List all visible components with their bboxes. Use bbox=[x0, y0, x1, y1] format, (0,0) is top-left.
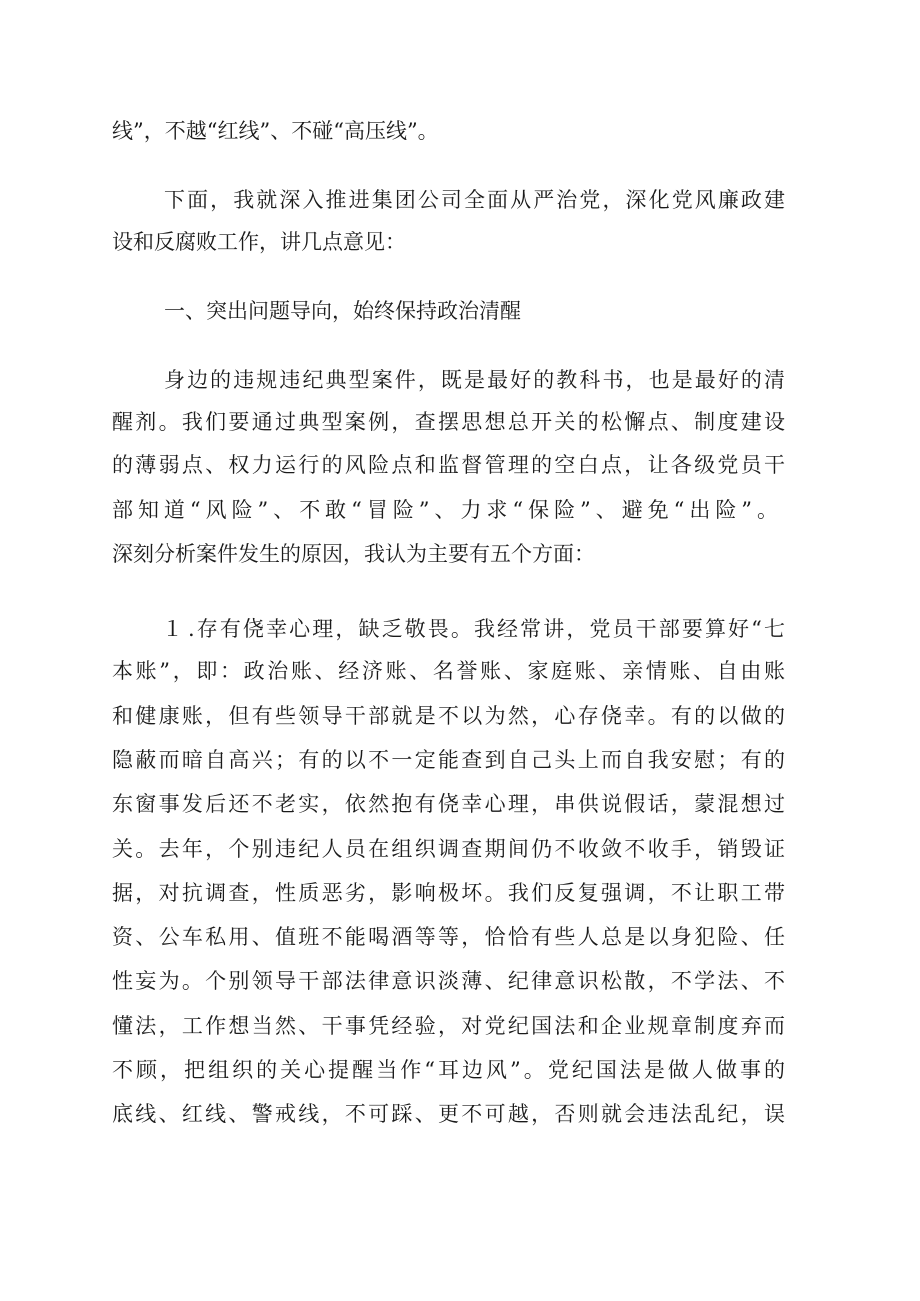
text-segment: 线”，不越“红线”、不碰“高压线”。 bbox=[112, 119, 439, 143]
text-line bbox=[0, 360, 920, 400]
text-line bbox=[0, 402, 920, 442]
text-segment: 一、突出问题导向，始终保持政治清醒 bbox=[164, 299, 521, 323]
text-segment: 深刻分析案件发生的原因，我认为主要有五个方面： bbox=[112, 542, 595, 566]
text-line bbox=[0, 445, 920, 485]
list-number: １ bbox=[162, 617, 183, 641]
text-line bbox=[0, 180, 920, 220]
text-line bbox=[0, 1050, 920, 1090]
text-segment: 部知道“风险”、不敢“冒险”、力求“保险”、避免“出险”。 bbox=[112, 498, 778, 522]
text-line bbox=[0, 696, 920, 736]
text-segment: 懂法，工作想当然、干事凭经验，对党纪国法和企业规章制度弃而 bbox=[112, 1014, 785, 1038]
text-line bbox=[0, 1006, 920, 1046]
text-line bbox=[0, 222, 920, 262]
text-line bbox=[0, 740, 920, 780]
text-line bbox=[0, 651, 920, 691]
text-line bbox=[0, 917, 920, 957]
text-segment: 据，对抗调查，性质恶劣，影响极坏。我们反复强调，不让职工带 bbox=[112, 881, 785, 905]
text-segment: 的薄弱点、权力运行的风险点和监督管理的空白点，让各级党员干 bbox=[112, 453, 785, 477]
text-segment: 下面，我就深入推进集团公司全面从严治党，深化党风廉政建 bbox=[164, 188, 785, 212]
text-segment: 本账”，即：政治账、经济账、名誉账、家庭账、亲情账、自由账 bbox=[112, 659, 785, 683]
text-line bbox=[0, 111, 920, 151]
text-segment: 性妄为。个别领导干部法律意识淡薄、纪律意识松散，不学法、不 bbox=[112, 969, 785, 993]
text-segment: 不顾，把组织的关心提醒当作“耳边风”。党纪国法是做人做事的 bbox=[112, 1058, 785, 1082]
text-segment: 资、公车私用、值班不能喝酒等等，恰恰有些人总是以身犯险、任 bbox=[112, 925, 785, 949]
text-line bbox=[0, 534, 920, 574]
text-line bbox=[0, 873, 920, 913]
list-item-line bbox=[0, 609, 920, 649]
text-line bbox=[0, 784, 920, 824]
text-segment: 底线、红线、警戒线，不可踩、更不可越，否则就会违法乱纪，误 bbox=[112, 1102, 785, 1126]
text-segment: 和健康账，但有些领导干部就是不以为然，心存侥幸。有的以做的 bbox=[112, 704, 785, 728]
text-segment: 醒剂。我们要通过典型案例，查摆思想总开关的松懈点、制度建设 bbox=[112, 410, 785, 434]
section-heading bbox=[0, 291, 920, 331]
text-segment: 关。去年，个别违纪人员在组织调查期间仍不收敛不收手，销毁证 bbox=[112, 837, 785, 861]
text-line bbox=[0, 829, 920, 869]
text-line bbox=[0, 490, 920, 530]
text-segment: .存有侥幸心理，缺乏敬畏。我经常讲，党员干部要算好“七 bbox=[188, 617, 785, 641]
text-segment: 身边的违规违纪典型案件，既是最好的教科书，也是最好的清 bbox=[164, 368, 785, 392]
text-line bbox=[0, 961, 920, 1001]
text-segment: 隐蔽而暗自高兴；有的以不一定能查到自己头上而自我安慰；有的 bbox=[112, 748, 785, 772]
text-segment: 设和反腐败工作，讲几点意见： bbox=[112, 230, 406, 254]
text-segment: 东窗事发后还不老实，依然抱有侥幸心理，串供说假话，蒙混想过 bbox=[112, 792, 785, 816]
text-line bbox=[0, 1094, 920, 1134]
